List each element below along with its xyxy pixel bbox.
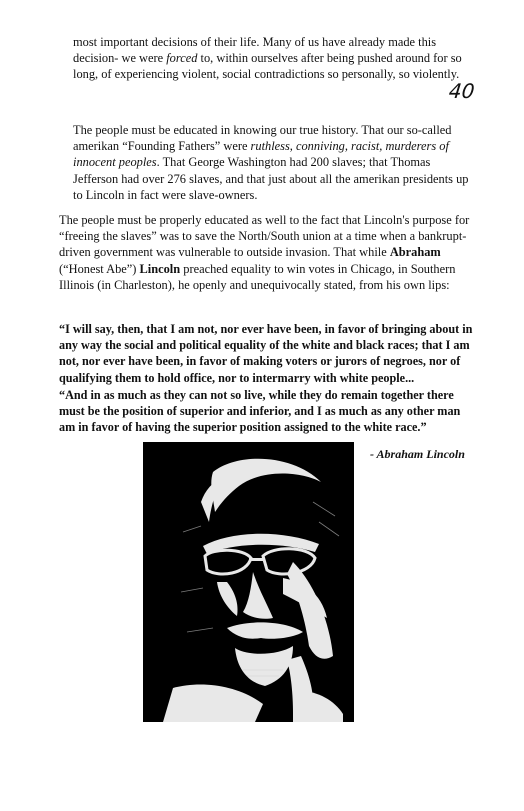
lincoln-quote-2: “And in as much as they can not so live, while they do remain together there must be the position of superior and inferior, and I as much as any other man am in favor of having the superior position assigned to the white race.” <box>59 388 461 435</box>
paragraph-text: . That George Washington had 200 slaves; that Thomas Jefferson had over 276 slaves, and that just about all the amerikan presidents up to Lincoln in fact were slave-owners. <box>73 155 469 202</box>
paragraph-text: preached equality to win votes in Chicago, in Southern Illinois (in Charleston), he openly and unequivocally stated, from his own lips: <box>59 261 456 292</box>
paragraph-text: (“Honest Abe”) <box>59 261 140 276</box>
paragraph-text: The people must be properly educated as well to the fact that Lincoln's purpose for “freeing the slaves” was to save the North/South union at a time when a bankrupt-driven government was vulnerable to outside invasion. That while <box>59 213 470 260</box>
lincoln-quote-1: “I will say, then, that I am not, nor ever have been, in favor of bringing about in any way the social and political equality of the white and black races; that I am not, nor ever have been, in favor of making voters or jurors of negroes, nor of qualifying them to hold office, nor to intermarry with white people... <box>59 322 473 385</box>
emphasis-text: forced <box>166 51 198 66</box>
paragraph-text: most important decisions of their life. Many of us have already made this decision- we were <box>73 35 437 66</box>
paragraph-lincoln-purpose <box>59 212 479 293</box>
bold-name: Abraham <box>389 245 441 260</box>
page-number: 40 <box>447 79 476 103</box>
paragraph-text: The people must be educated in knowing our true history. That our so-called amerikan “Founding Fathers” were <box>73 123 452 154</box>
bold-name: Lincoln <box>139 261 181 276</box>
paragraph-text: to, within ourselves after being pushed around for so long, of experiencing violent, social contradictions so personally, so violently. <box>73 51 462 82</box>
portrait-illustration <box>143 442 354 722</box>
emphasis-text: ruthless, conniving, racist, murderers of innocent peoples <box>73 139 449 170</box>
quote-attribution: - Abraham Lincoln <box>370 447 465 461</box>
paragraph-true-history <box>73 122 473 203</box>
paragraph-decision <box>73 34 473 83</box>
